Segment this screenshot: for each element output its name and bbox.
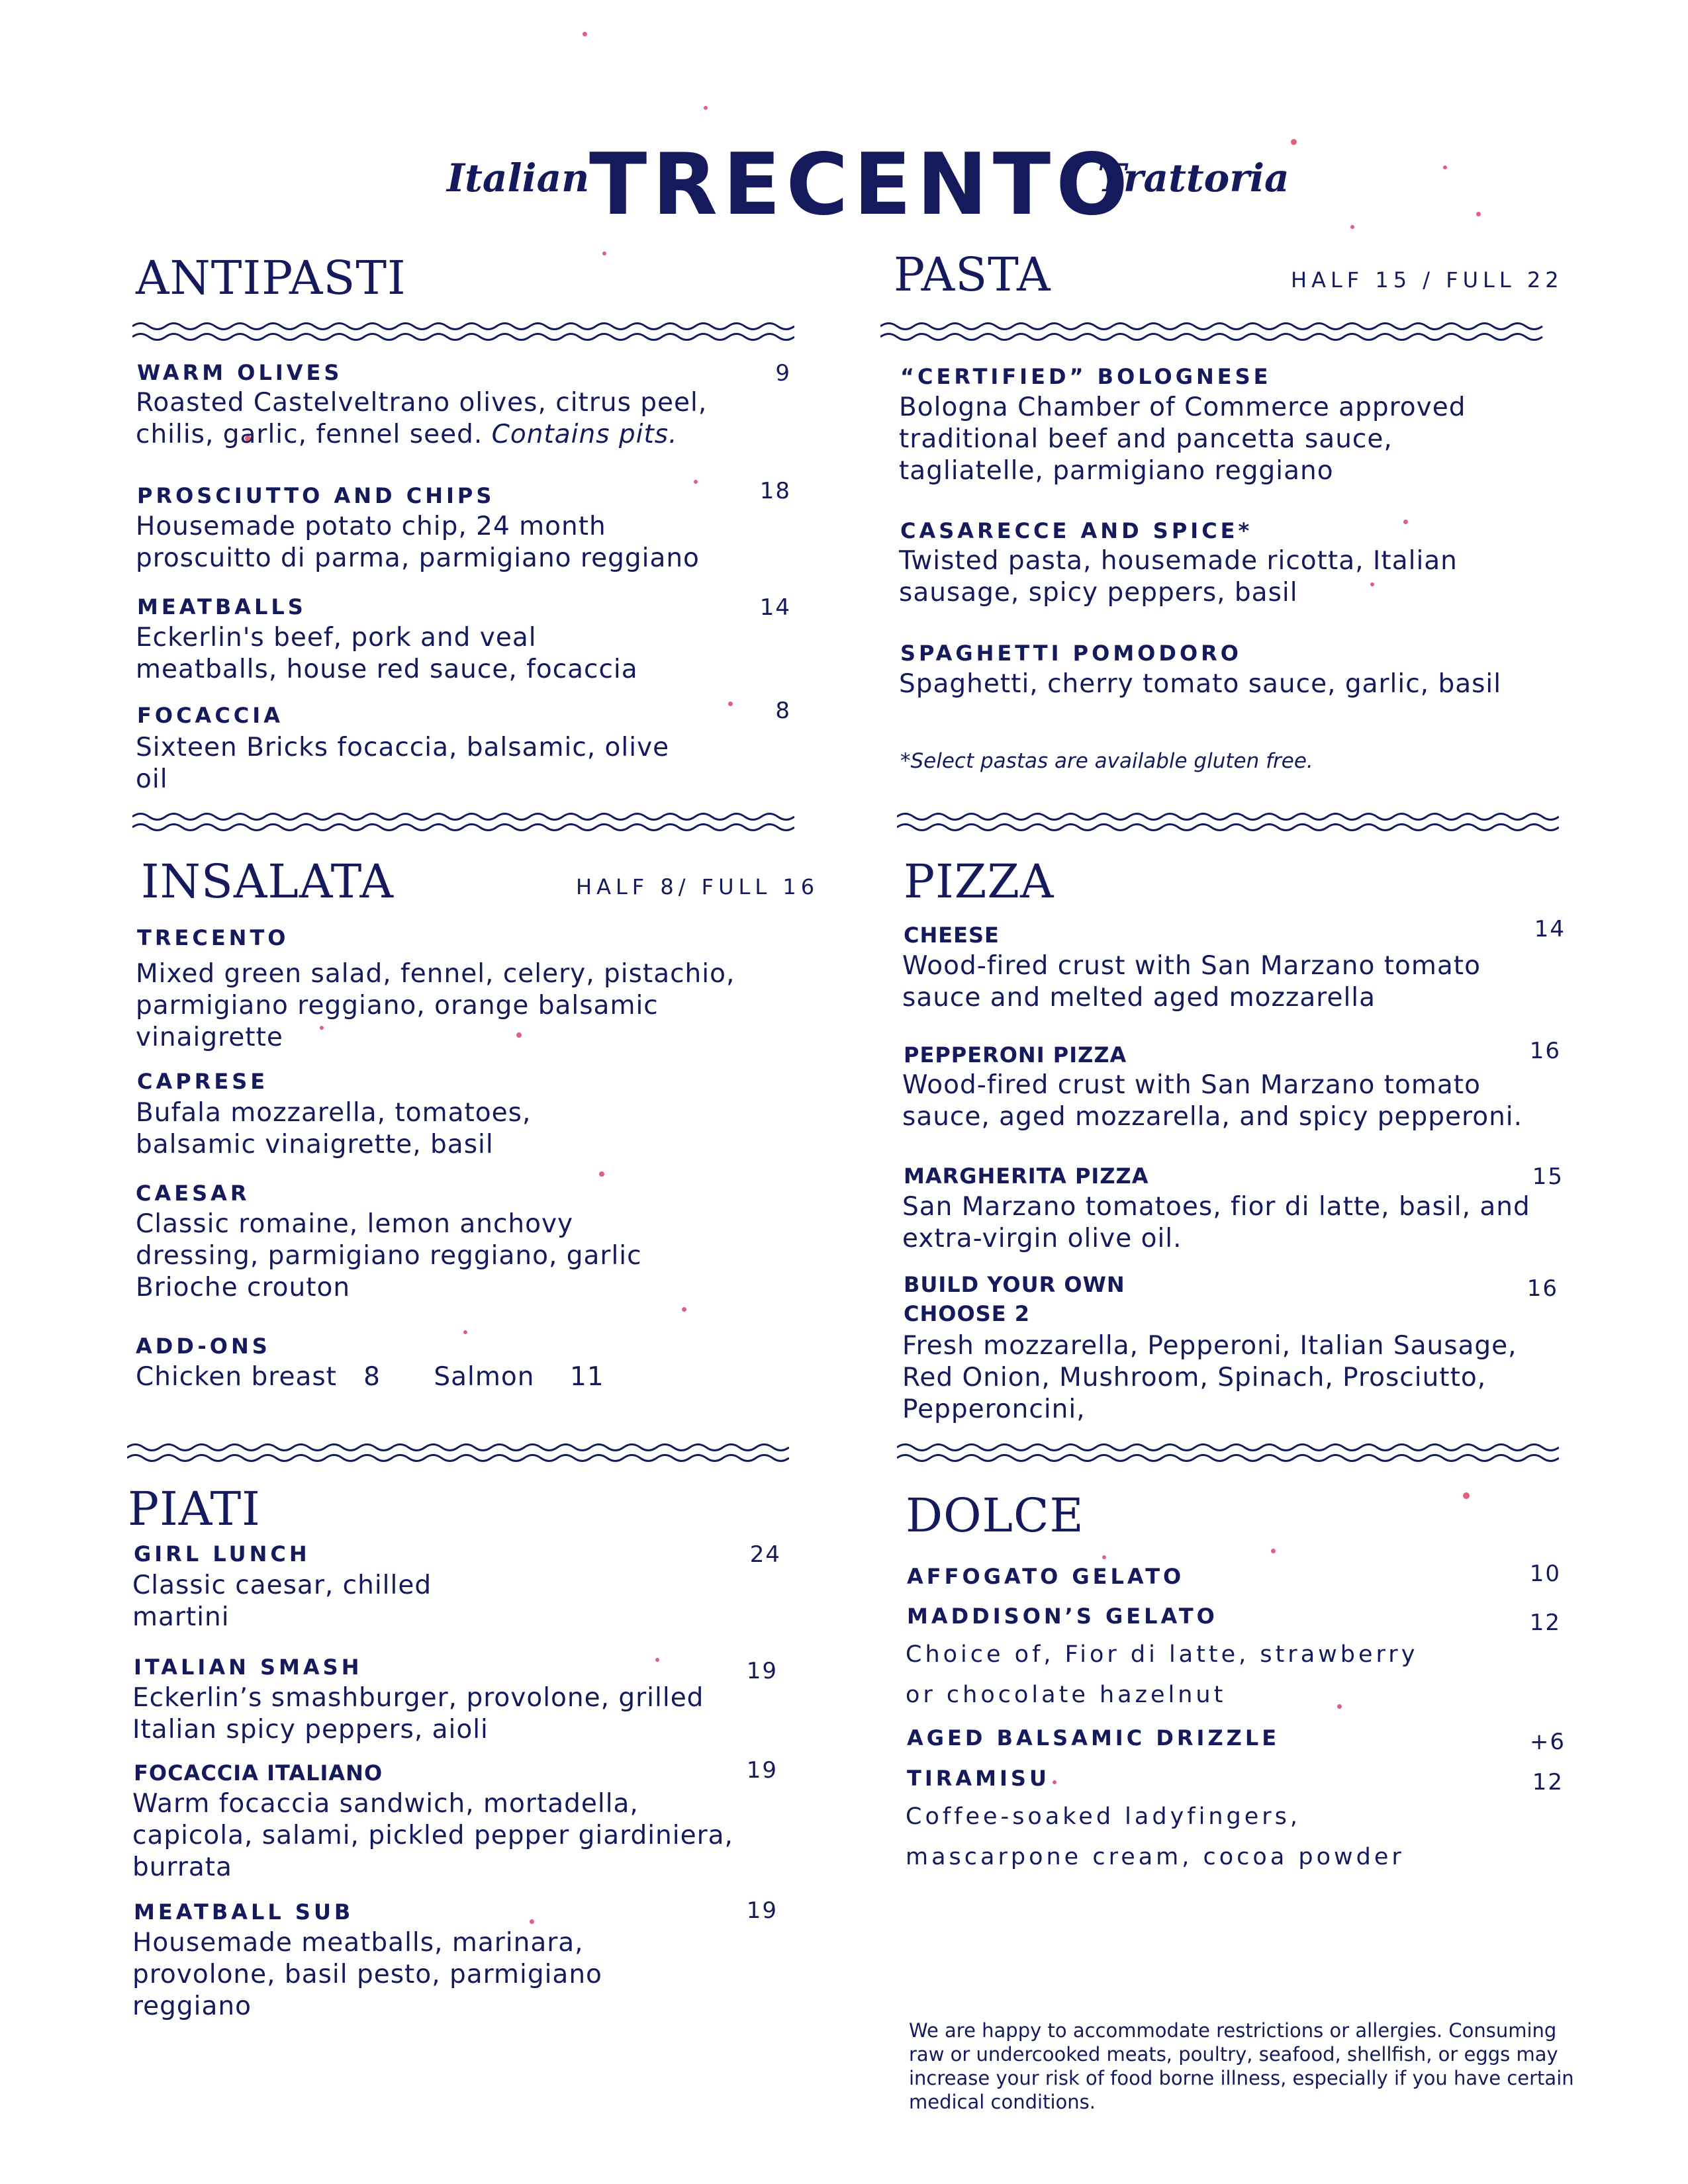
addons-title: ADD-ONS (136, 1334, 271, 1359)
pasta-price-note: HALF 15 / FULL 22 (1291, 267, 1564, 293)
menu-item-name: SPAGHETTI POMODORO (900, 641, 1242, 666)
menu-item-name: PEPPERONI PIZZA (904, 1042, 1127, 1068)
menu-item-description: Warm focaccia sandwich, mortadella, capicola, salami, pickled pepper giardiniera, burrata (132, 1789, 733, 1882)
menu-item-description: Bufala mozzarella, tomatoes, balsamic vinaigrette, basil (136, 1098, 532, 1160)
menu-item-price: 12 (1529, 1610, 1561, 1636)
menu-item-name: MEATBALL SUB (134, 1899, 354, 1925)
menu-item-name: AFFOGATO GELATO (907, 1564, 1185, 1589)
menu-item-name: FOCACCIA ITALIANO (134, 1760, 383, 1786)
menu-item-name: “CERTIFIED” BOLOGNESE (900, 364, 1272, 389)
menu-item-description: Eckerlin’s smashburger, provolone, grilled Italian spicy peppers, aioli (132, 1683, 704, 1745)
menu-item-name: AGED BALSAMIC DRIZZLE (907, 1725, 1280, 1751)
menu-item-price: 16 (1529, 1038, 1561, 1064)
wave-divider (897, 1441, 1559, 1465)
menu-item-name: CAESAR (136, 1181, 250, 1206)
section-title-dolce: DOLCE (906, 1488, 1084, 1543)
menu-item-description: Twisted pasta, housemade ricotta, Italian sausage, spicy peppers, basil (899, 546, 1458, 608)
addon-chicken: Chicken breast (136, 1362, 337, 1392)
menu-item-name: BUILD YOUR OWN (904, 1272, 1125, 1297)
menu-item-description: San Marzano tomatoes, fior di latte, basil, and extra-virgin olive oil. (902, 1192, 1530, 1253)
wave-divider (132, 320, 794, 344)
menu-item-name: CHEESE (904, 923, 1000, 948)
menu-item-subname: CHOOSE 2 (904, 1301, 1030, 1326)
menu-item-price: 9 (775, 360, 791, 387)
brand-suffix: Trattoria (1098, 156, 1289, 201)
addon-chicken-price: 8 (363, 1362, 381, 1392)
menu-item-description: Sixteen Bricks focaccia, balsamic, olive oil (136, 733, 670, 794)
menu-item-price: 8 (775, 698, 791, 724)
menu-item-price: 12 (1532, 1769, 1564, 1796)
menu-item-description: Mixed green salad, fennel, celery, pistachio, parmigiano reggiano, orange balsamic vinaigrette (136, 959, 735, 1052)
menu-item-description: Eckerlin's beef, pork and veal meatballs, house red sauce, focaccia (136, 623, 638, 684)
menu-item-price: 15 (1532, 1163, 1564, 1190)
menu-item-name: CASARECCE AND SPICE* (900, 518, 1253, 543)
menu-item-description: Classic caesar, chilled martini (132, 1570, 432, 1632)
menu-item-price: 16 (1526, 1275, 1558, 1302)
menu-item-price: 10 (1529, 1561, 1561, 1587)
wave-divider (880, 320, 1549, 344)
wave-divider (897, 811, 1559, 835)
addon-salmon-price: 11 (570, 1362, 604, 1392)
menu-item-name: CAPRESE (137, 1069, 269, 1094)
menu-item-description: Choice of, Fior di latte, strawberry or chocolate hazelnut (906, 1641, 1419, 1708)
menu-item-description: Bologna Chamber of Commerce approved traditional beef and pancetta sauce, tagliatelle, parmigiano reggiano (899, 392, 1466, 486)
section-title-pizza: PIZZA (904, 854, 1055, 909)
menu-item-name: TIRAMISU (907, 1766, 1050, 1791)
menu-item-price: +6 (1529, 1729, 1566, 1755)
menu-item-description: Roasted Castelveltrano olives, citrus peel, chilis, garlic, fennel seed. Contains pits. (136, 388, 708, 449)
addons-line (136, 1361, 731, 1393)
menu-item-name: MEATBALLS (137, 594, 306, 619)
wave-divider (127, 1441, 789, 1465)
menu-header (0, 136, 1688, 242)
menu-item-price: 24 (749, 1541, 781, 1568)
menu-item-description: Wood-fired crust with San Marzano tomato sauce and melted aged mozzarella (902, 951, 1481, 1013)
brand-prefix: Italian (447, 156, 590, 201)
menu-item-name: FOCACCIA (137, 703, 283, 728)
insalata-price-note: HALF 8/ FULL 16 (576, 874, 820, 899)
menu-item-price: 18 (759, 478, 791, 504)
menu-item-price: 14 (1534, 916, 1566, 942)
menu-item-name: TRECENTO (137, 925, 289, 950)
restaurant-name: TRECENTO (589, 136, 1133, 234)
menu-item-description: Coffee-soaked ladyfingers, mascarpone cream, cocoa powder (906, 1803, 1405, 1870)
menu-item-name: PROSCIUTTO AND CHIPS (137, 483, 495, 508)
section-title-piati: PIATI (128, 1482, 261, 1536)
menu-item-description: Housemade potato chip, 24 month proscuitto di parma, parmigiano reggiano (136, 512, 700, 573)
section-title-pasta: PASTA (894, 248, 1051, 302)
menu-item-description: Housemade meatballs, marinara, provolone, basil pesto, parmigiano reggiano (132, 1928, 602, 2021)
menu-item-description: Wood-fired crust with San Marzano tomato sauce, aged mozzarella, and spicy pepperoni. (902, 1070, 1523, 1132)
menu-item-name: GIRL LUNCH (134, 1541, 310, 1567)
menu-item-price: 19 (746, 1658, 778, 1684)
addon-salmon: Salmon (434, 1362, 535, 1392)
section-title-insalata: INSALATA (141, 854, 395, 909)
gluten-free-note: *Select pastas are available gluten free. (900, 749, 1313, 773)
menu-item-price: 14 (759, 594, 791, 621)
menu-item-name: ITALIAN SMASH (134, 1655, 363, 1680)
menu-item-name: WARM OLIVES (137, 360, 343, 385)
menu-item-description: Fresh mozzarella, Pepperoni, Italian Sausage, Red Onion, Mushroom, Spinach, Prosciutto, Pepperoncini, (902, 1331, 1517, 1424)
wave-divider (132, 811, 794, 835)
section-title-antipasti: ANTIPASTI (136, 251, 406, 305)
allergy-disclaimer: We are happy to accommodate restrictions or allergies. Consuming raw or undercooked meats, poultry, seafood, shellfish, or eggs may increase your risk of food borne illness, especially if you have certain medical conditions. (909, 2019, 1574, 2113)
menu-item-description: Classic romaine, lemon anchovy dressing, parmigiano reggiano, garlic Brioche crouton (136, 1209, 642, 1302)
menu-item-name: MADDISON’S GELATO (907, 1604, 1218, 1629)
menu-item-name: MARGHERITA PIZZA (904, 1163, 1149, 1189)
menu-item-price: 19 (746, 1897, 778, 1924)
menu-item-price: 19 (746, 1757, 778, 1784)
menu-item-description: Spaghetti, cherry tomato sauce, garlic, basil (899, 669, 1502, 699)
